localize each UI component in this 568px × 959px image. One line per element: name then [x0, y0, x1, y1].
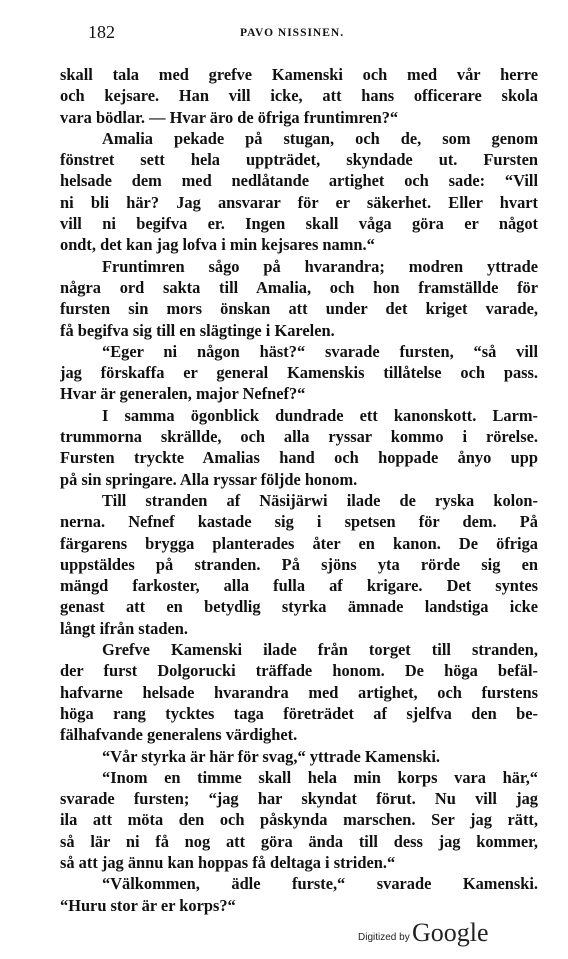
- text-line: der furst Dolgorucki träffade honom. De höga befäl-: [60, 661, 538, 681]
- text-line: “Vår styrka är här för svag,“ yttrade Kamenski.: [102, 746, 440, 766]
- text-line: uppstäldes på stranden. På sjöns yta rörde sig en: [60, 554, 538, 574]
- text-line: hafvarne helsade hvarandra med artighet, och furstens: [60, 682, 538, 702]
- google-logo: Google: [412, 918, 489, 947]
- text-line: några ord sakta till Amalia, och hon framställde för: [60, 277, 538, 297]
- text-line: skall tala med grefve Kamenski och med vår herre: [60, 65, 538, 84]
- text-line: helsade dem med nedlåtande artighet och sade: “Vill: [60, 171, 538, 191]
- text-line: I samma ögonblick dundrade ett kanonskott. Larm-: [102, 405, 538, 425]
- text-line: Fursten tryckte Amalias hand och hoppade ånyo upp: [60, 448, 538, 468]
- text-line: jag förskaffa er general Kamenskis tillåtelse och pass.: [60, 363, 538, 383]
- text-line: fönstret sett hela uppträdet, skyndade ut. Fursten: [60, 150, 538, 170]
- text-line: höga rang tycktes taga företrädet af sjelfva den be-: [60, 703, 538, 723]
- text-line: så att jag ännu kan hoppas få deltaga i striden.“: [60, 852, 396, 872]
- text-line: fursten sin mors önskan att under det kriget varade,: [60, 299, 538, 319]
- text-line: så lär ni få nog att göra ända till dess jag kommer,: [60, 831, 538, 851]
- digitized-by-google-watermark: [358, 918, 538, 954]
- page-number: 182: [88, 22, 115, 42]
- text-line: trummorna skrällde, och alla ryssar kommo i rörelse.: [60, 427, 538, 447]
- text-line: vara bödlar. — Hvar äro de öfriga fruntimren?“: [60, 107, 399, 127]
- running-head: PAVO NISSINEN.: [240, 27, 345, 39]
- text-line: och kejsare. Han vill icke, att hans officerare skola: [60, 86, 538, 106]
- text-line: fälhafvande generalens värdighet.: [60, 725, 298, 745]
- text-line: “Huru stor är er korps?“: [60, 895, 236, 915]
- body-text: [60, 64, 538, 916]
- text-line: få begifva sig till en slägtinge i Karelen.: [60, 320, 335, 340]
- text-line: vill ni begifva er. Ingen skall våga göra er något: [60, 214, 538, 234]
- text-line: långt ifrån staden.: [60, 618, 188, 638]
- text-line: färgarens brygga planterades åter en kanon. De öfriga: [60, 533, 538, 553]
- text-line: Hvar är generalen, major Nefnef?“: [60, 384, 306, 404]
- text-line: svarade fursten; “jag har skyndat förut. Nu vill jag: [60, 789, 538, 809]
- text-line: ondt, det kan jag lofva i min kejsares namn.“: [60, 235, 375, 255]
- text-line: mängd farkoster, alla fulla af krigare. Det syntes: [60, 576, 538, 596]
- text-line: på sin springare. Alla ryssar följde honom.: [60, 469, 358, 489]
- text-line: Till stranden af Näsijärwi ilade de ryska kolon-: [102, 490, 538, 510]
- text-line: “Eger ni någon häst?“ svarade fursten, “så vill: [102, 341, 538, 361]
- text-line: Fruntimren sågo på hvarandra; modren yttrade: [102, 256, 538, 276]
- text-line: Amalia pekade på stugan, och de, som genom: [102, 128, 538, 148]
- text-line: ila att möta den och påskynda marschen. Ser jag rätt,: [60, 810, 538, 830]
- text-line: ni bli här? Jag ansvarar för er säkerhet. Eller hvart: [60, 192, 538, 212]
- text-line: nerna. Nefnef kastade sig i spetsen för dem. På: [60, 512, 538, 532]
- page-header: [60, 22, 538, 44]
- digitized-by-label: Digitized by: [358, 932, 410, 943]
- text-line: Grefve Kamenski ilade från torget till stranden,: [102, 640, 538, 660]
- text-line: “Inom en timme skall hela min korps vara här,“: [102, 767, 538, 787]
- text-line: “Välkommen, ädle furste,“ svarade Kamenski.: [102, 874, 538, 894]
- text-line: genast att en betydlig styrka ämnade landstiga icke: [60, 597, 538, 617]
